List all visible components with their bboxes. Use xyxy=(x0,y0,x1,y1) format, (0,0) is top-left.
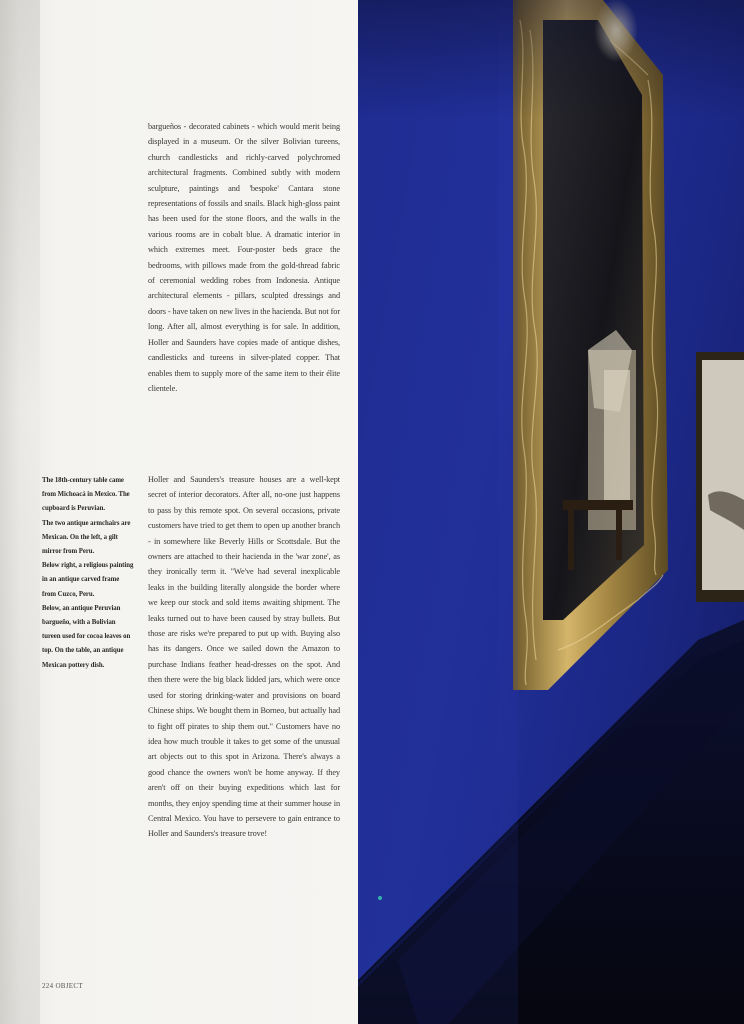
text-page xyxy=(0,0,358,1024)
photo-caption xyxy=(42,474,134,673)
article-paragraph-1: bargueños - decorated cabinets - which would merit being displayed in a museum. Or the silver Bolivian tureens, church candlesticks and richly-carved polychromed architectural fragments. Combined subtly with modern sculpture, paintings and 'bespoke' Cantara stone representations of fossils and snails. Black high-gloss paint has been used for the stone floors, and the walls in the various rooms are in cobalt blue. A dramatic interior in which extremes meet. Four-poster beds grace the bedrooms, with pillows made from the gold-thread fabric of ceremonial wedding robes from Indonesia. Antique architectural elements - pillars, sculpted dressings and doors - have taken on new lives in the hacienda. But not for long. After all, almost everything is for sale. In addition, Holler and Saunders have copies made of antique dishes, candlesticks and tureens in silver-plated copper. That enables them to supply more of the same item to their élite clientele. xyxy=(148,122,340,393)
caption-line-4: Below, an antique Peruvian bargueño, with a Bolivian tureen used for cocoa leaves on top. On the table, an antique Mexican pottery dish. xyxy=(42,604,131,669)
photo-illustration xyxy=(358,0,744,1024)
caption-line-2: The two antique armchairs are Mexican. On the left, a gilt mirror from Peru. xyxy=(42,519,131,556)
article-paragraph-2: Holler and Saunders's treasure houses are a well-kept secret of interior decorators. After all, no-one just happens to pass by this remote spot. On several occasions, private customers have tried to get them to open up another branch - in somewhere like Beverly Hills or Scottsdale. But the owners are attached to their hacienda in the 'war zone', as they ironically term it. "We've had several inexplicable leaks in the building literally alongside the border where we keep our stock and sold items awaiting shipment. The leaks turned out to have been caused by stray bullets. But those are risks we're prepared to put up with. Buying also has its dangers. Once we sailed down the Amazon to purchase Indians feather head-dresses on the spot. And then there were the big black lidded jars, which were once used for storing drinking-water and provisions on board Chinese ships. We bought them in Borneo, but actually had to fight off pirates to ship them out." Customers have no idea how much trouble it takes to get some of the unusual art objects out to this spot in Arizona. There's always a good chance the owners won't be home anyway. If they aren't off on their buying expeditions which last for months, they enjoy spending time at their summer house in Central Mexico. You have to persevere to gain entrance to Holler and Saunders's treasure trove! xyxy=(148,475,340,839)
page-folio: 224 OBJECT xyxy=(42,982,83,990)
caption-line-3: Below right, a religious painting in an antique carved frame from Cuzco, Peru. xyxy=(42,562,134,598)
article-column-lower xyxy=(148,472,340,842)
article-column-upper xyxy=(148,119,340,396)
religious-painting xyxy=(696,352,744,602)
caption-line-1: The 18th-century table came from Michoacá in Mexico. The cupboard is Peruvian. xyxy=(42,477,130,513)
interior-photo xyxy=(358,0,744,1024)
